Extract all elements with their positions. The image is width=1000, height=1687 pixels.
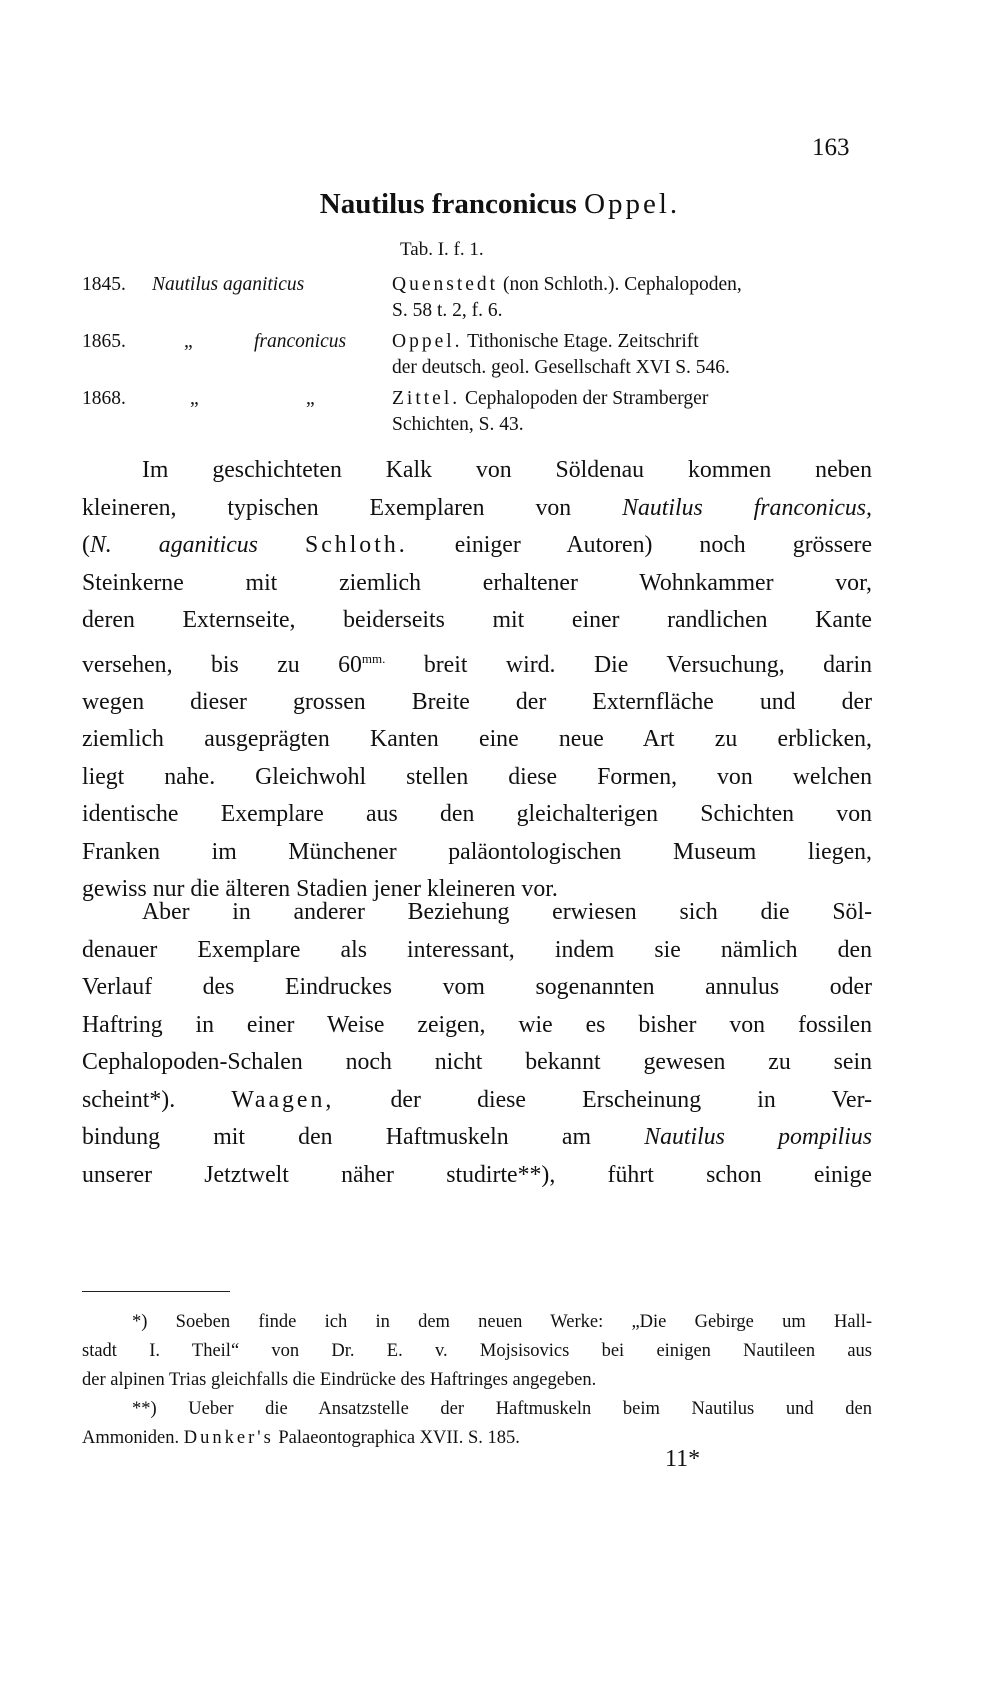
synonymy-author: Zittel. [392, 388, 461, 409]
synonymy-author: Oppel. [392, 331, 463, 352]
footnote-line: **) Ueber die Ansatzstelle der Haftmuskeln beim Nautilus und den [132, 1399, 872, 1419]
synonymy-name: franconicus [254, 331, 347, 352]
text-line: Cephalopoden-Schalen noch nicht bekannt gewesen zu sein [82, 1049, 872, 1075]
synonymy-continuation: der deutsch. geol. Gesellschaft XVI S. 546. [392, 357, 730, 378]
author-name: Dunker's [183, 1428, 274, 1448]
text-line: Haftring in einer Weise zeigen, wie es bisher von fossilen [82, 1011, 872, 1038]
ditto-mark: „ [190, 388, 199, 409]
synonymy-continuation: Schichten, S. 43. [392, 414, 524, 435]
text-line: wegen dieser grossen Breite der Externfläche und der [82, 688, 872, 715]
footnote-2 [82, 1395, 872, 1453]
synonymy-citation-text: (non Schloth.). Cephalopoden, [502, 274, 742, 295]
text-line: identische Exemplare aus den gleichalterigen Schichten von [82, 801, 872, 828]
footnote-line [82, 1424, 872, 1453]
text-span: Ammoniden. [82, 1428, 184, 1448]
text-line [82, 640, 872, 684]
page-number: 163 [812, 134, 850, 161]
text-span: ( [82, 532, 90, 558]
synonymy-year: 1868. [82, 388, 126, 409]
footnote-divider [82, 1291, 230, 1292]
synonymy-entry [82, 272, 882, 324]
species-name: Nautilus franconicus [319, 188, 577, 220]
text-line: denauer Exemplare als interessant, indem sie nämlich den [82, 936, 872, 963]
synonymy-entry [82, 386, 882, 438]
body-paragraph-2 [82, 894, 872, 1194]
synonymy-name: Nautilus aganiticus [152, 274, 305, 295]
synonymy-citation-text: Cephalopoden der Stramberger [465, 388, 709, 409]
signature-mark: 11* [665, 1446, 701, 1472]
text-line [82, 1082, 872, 1120]
synonymy-citation [392, 272, 742, 298]
text-line [82, 527, 872, 565]
text-line: Im geschichteten Kalk von Söldenau kommen neben [142, 457, 872, 483]
author-name: Waagen, [231, 1086, 335, 1113]
text-span: bindung mit den Haftmuskeln am [82, 1124, 645, 1150]
body-paragraph-1 [82, 452, 872, 909]
taxon-name: N. aganiticus [89, 532, 258, 558]
text-span: breit wird. Die Versuchung, darin [385, 651, 872, 678]
author-name: Schloth. [305, 532, 408, 558]
text-span: der diese Erscheinung in Ver- [334, 1086, 872, 1113]
synonymy-continuation: S. 58 t. 2, f. 6. [392, 300, 503, 321]
synonymy-citation [392, 386, 708, 412]
text-line: deren Externseite, beiderseits mit einer randlichen Kante [82, 607, 872, 633]
unit-superscript: mm. [361, 650, 386, 666]
text-span: Palaeontographica XVII. S. 185. [273, 1428, 520, 1448]
footnote-1 [82, 1308, 872, 1395]
plate-reference: Tab. I. f. 1. [400, 239, 484, 260]
synonymy-year: 1845. [82, 274, 126, 295]
text-span: einiger Autoren) noch grössere [407, 532, 873, 558]
ditto-mark: „ [306, 388, 315, 409]
footnote-line: der alpinen Trias gleichfalls die Eindrücke des Haftringes angegeben. [82, 1370, 597, 1390]
synonymy-entry [82, 329, 882, 381]
taxon-name: Nautilus franconicus, [622, 494, 872, 521]
text-line: ziemlich ausgeprägten Kanten eine neue Art zu erblicken, [82, 726, 872, 753]
footnote-line: stadt I. Theil“ von Dr. E. v. Mojsisovics bei einigen Nautileen aus [82, 1341, 872, 1361]
text-line: Aber in anderer Beziehung erwiesen sich die Söl- [142, 899, 872, 925]
text-line: Verlauf des Eindruckes vom sogenannten annulus oder [82, 974, 872, 1000]
text-line [82, 1119, 872, 1157]
synonymy-author: Quenstedt [392, 274, 499, 295]
text-line: liegt nahe. Gleichwohl stellen diese Formen, von welchen [82, 763, 872, 790]
text-line: Franken im Münchener paläontologischen Museum liegen, [82, 838, 872, 865]
synonymy-citation-text: Tithonische Etage. Zeitschrift [467, 331, 699, 352]
text-line: gewiss nur die älteren Stadien jener kleineren vor. [82, 876, 558, 903]
text-line: Steinkerne mit ziemlich erhaltener Wohnkammer vor, [82, 569, 872, 596]
text-line: unserer Jetztwelt näher studirte**), führt schon einige [82, 1161, 872, 1188]
text-span: kleineren, typischen Exemplaren von [82, 494, 623, 521]
text-line [82, 490, 872, 528]
species-author: Oppel. [584, 188, 681, 220]
species-title [0, 188, 1000, 221]
synonymy-year: 1865. [82, 331, 126, 352]
ditto-mark: „ [184, 331, 193, 352]
text-span: scheint*). [82, 1086, 232, 1113]
synonymy-citation [392, 329, 699, 355]
text-span: versehen, bis zu 60 [82, 651, 362, 678]
footnote-line: *) Soeben finde ich in dem neuen Werke: „Die Gebirge um Hall- [132, 1312, 872, 1332]
taxon-name: Nautilus pompilius [644, 1124, 872, 1150]
